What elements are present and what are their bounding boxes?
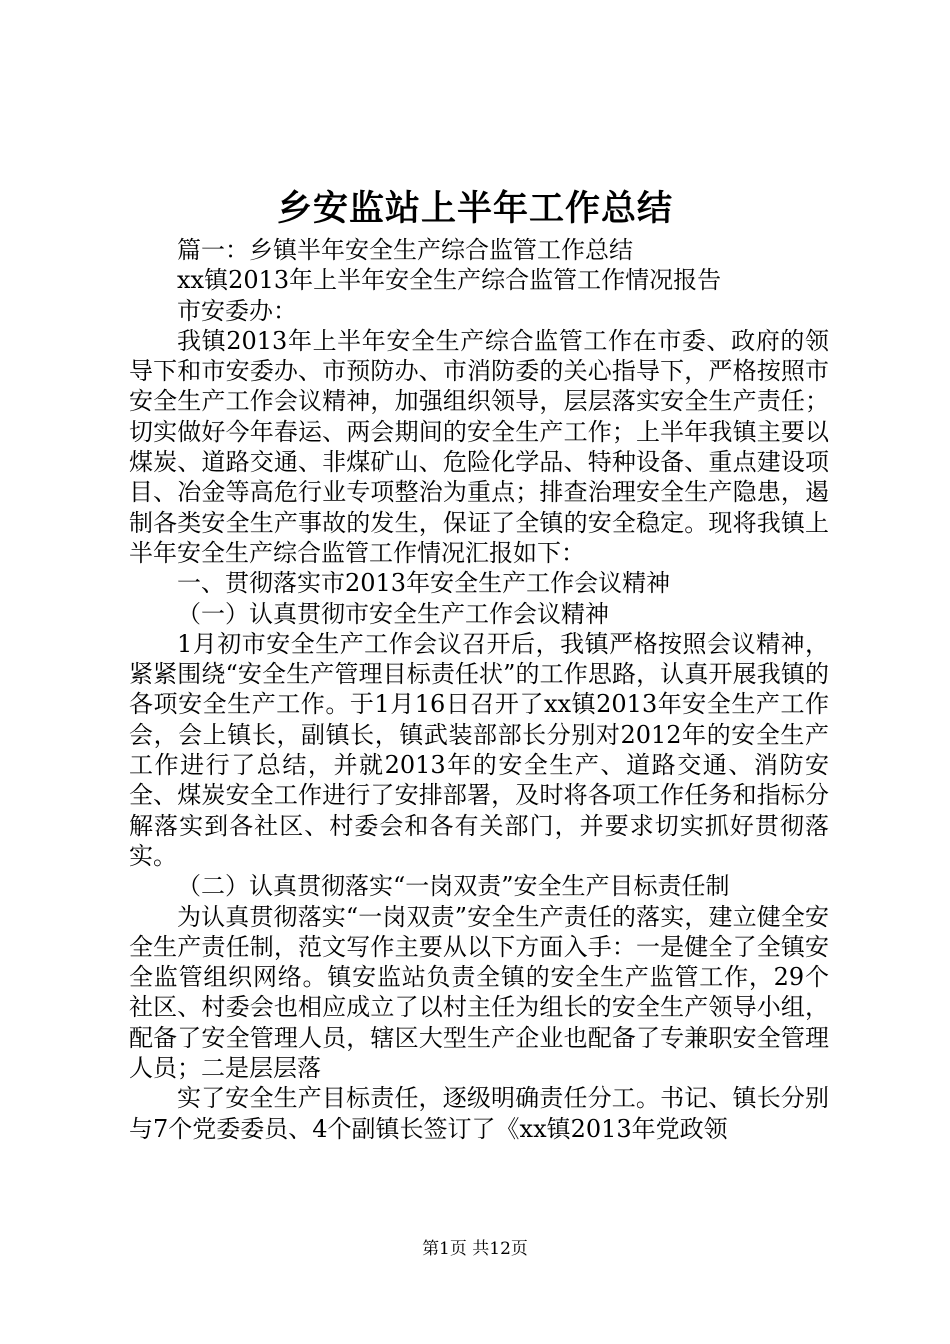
document-title: 乡安监站上半年工作总结 [276, 188, 673, 229]
paragraph-addressee: 市安委办： [177, 296, 297, 325]
paragraph-heading-1: 篇一：乡镇半年安全生产综合监管工作总结 [177, 236, 633, 264]
paragraph-body-3: 实了安全生产目标责任，逐级明确责任分工。书记、镇长分别与7个党委委员、4个副镇长签订了《xx镇2013年党政领 [129, 1084, 829, 1143]
paragraph-section-1: 一、贯彻落实市2013年安全生产工作会议精神 [177, 569, 671, 598]
paragraph-intro: 我镇2013年上半年安全生产综合监管工作在市委、政府的领导下和市安委办、市预防办、市消防委的关心指导下，严格按照市安全生产工作会议精神，加强组织领导，层层落实安全生产责任；切实做好今年春运、两会期间的安全生产工作；上半年我镇主要以煤炭、道路交通、非煤矿山、危险化学品、特种设备、重点建设项目、冶金等高危行业专项整治为重点；排查治理安全生产隐患，遏制各类安全生产事故的发生，保证了全镇的安全稳定。现将我镇上半年安全生产综合监管工作情况汇报如下： [129, 326, 829, 567]
paragraph-report-title: xx镇2013年上半年安全生产综合监管工作情况报告 [177, 266, 722, 295]
page-footer: 第1页 共12页 [422, 1239, 528, 1259]
paragraph-subsection-1: （一）认真贯彻市安全生产工作会议精神 [177, 599, 609, 628]
paragraph-subsection-2: （二）认真贯彻落实“一岗双责”安全生产目标责任制 [177, 872, 730, 901]
paragraph-body-2: 为认真贯彻落实“一岗双责”安全生产责任的落实，建立健全安全生产责任制，范文写作主要从以下方面入手：一是健全了全镇安全监管组织网络。镇安监站负责全镇的安全生产监管工作，29个社区、村委会也相应成立了以村主任为组长的安全生产领导小组，配备了安全管理人员，辖区大型生产企业也配备了专兼职安全管理人员；二是层层落 [129, 902, 829, 1083]
document-body [129, 235, 829, 1144]
paragraph-body-1: 1月初市安全生产工作会议召开后，我镇严格按照会议精神，紧紧围绕“安全生产管理目标责任状”的工作思路，认真开展我镇的各项安全生产工作。于1月16日召开了xx镇2013年安全生产工作会，会上镇长，副镇长，镇武装部部长分别对2012年的安全生产工作进行了总结，并就2013年的安全生产、道路交通、消防安全、煤炭安全工作进行了安排部署，及时将各项工作任务和指标分解落实到各社区、村委会和各有关部门，并要求切实抓好贯彻落实。 [129, 629, 829, 870]
